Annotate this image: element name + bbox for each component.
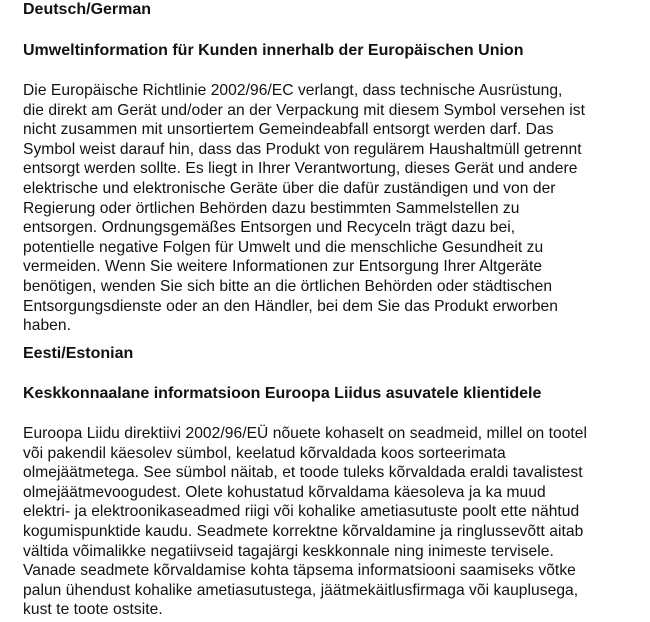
paragraph-line: vermeiden. Wenn Sie weitere Informationen zur Entsorgung Ihrer Altgeräte <box>23 258 543 276</box>
paragraph-line: kogumispunktide kaudu. Seadmete korrektne kõrvaldamine ja ringlussevõtt aitab <box>23 522 584 540</box>
section-title-german: Umweltinformation für Kunden innerhalb der Europäischen Union <box>23 42 524 59</box>
paragraph-line: või pakendil käesolev sümbol, keelatud kõrvaldada koos sorteerimata <box>23 444 506 462</box>
paragraph-line: Vanade seadmete kõrvaldamise kohta täpsema informatsiooni saamiseks võtke <box>23 562 576 580</box>
paragraph-line: benötigen, wenden Sie sich bitte an die örtlichen Behörden oder städtischen <box>23 277 553 295</box>
section-title-estonian: Keskkonnaalane informatsioon Euroopa Liidus asuvatele klientidele <box>23 385 542 402</box>
paragraph-line: haben. <box>23 317 71 335</box>
paragraph-line: Euroopa Liidu direktiivi 2002/96/EÜ nõuete kohaselt on seadmeid, millel on tootel <box>23 425 588 442</box>
paragraph-line: Die Europäische Richtlinie 2002/96/EC verlangt, dass technische Ausrüstung, <box>23 82 563 99</box>
paragraph-line: Entsorgungsdienste oder an den Händler, bei dem Sie das Produkt erworben <box>23 297 558 315</box>
paragraph-line: elektri- ja elektroonikaseadmed riigi või kohalike ametiasutuste poolt ette nähtud <box>23 503 580 521</box>
paragraph-line: vältida võimalikke negatiivseid tagajärgi keskkonnale ning inimeste tervisele. <box>23 542 554 560</box>
language-heading-german: Deutsch/German <box>23 1 152 18</box>
paragraph-line: olmejäätmevoogudest. Olete kohustatud kõrvaldama käesoleva ja ka muud <box>23 483 546 501</box>
paragraph-line: palun ühendust kohalike ametiasutustega, jäätmekäitlusfirmaga või kauplusega, <box>23 581 579 599</box>
language-heading-estonian: Eesti/Estonian <box>23 345 134 362</box>
paragraph-estonian <box>23 424 650 620</box>
paragraph-line: Regierung oder örtlichen Behörden dazu bestimmten Sammelstellen zu <box>23 199 520 217</box>
paragraph-line: nicht zusammen mit unsortiertem Gemeindeabfall entsorgt werden darf. Das <box>23 121 554 139</box>
paragraph-line: potentielle negative Folgen für Umwelt und die menschliche Gesundheit zu <box>23 238 544 256</box>
paragraph-line: elektrische und elektronische Geräte über die dafür zuständigen und von der <box>23 179 556 197</box>
paragraph-line: kust te toote ostsite. <box>23 601 163 619</box>
paragraph-german <box>23 81 650 336</box>
paragraph-line: die direkt am Gerät und/oder an der Verpackung mit diesem Symbol versehen ist <box>23 101 586 119</box>
paragraph-line: entsorgt werden sollte. Es liegt in Ihrer Verantwortung, dieses Gerät und andere <box>23 160 578 178</box>
paragraph-line: Symbol weist darauf hin, dass das Produkt von regulärem Haushaltmüll getrennt <box>23 140 582 158</box>
paragraph-line: olmejäätmetega. See sümbol näitab, et toode tuleks kõrvaldada eraldi tavalistest <box>23 464 583 482</box>
paragraph-line: entsorgen. Ordnungsgemäßes Entsorgen und Recyceln trägt dazu bei, <box>23 219 516 237</box>
